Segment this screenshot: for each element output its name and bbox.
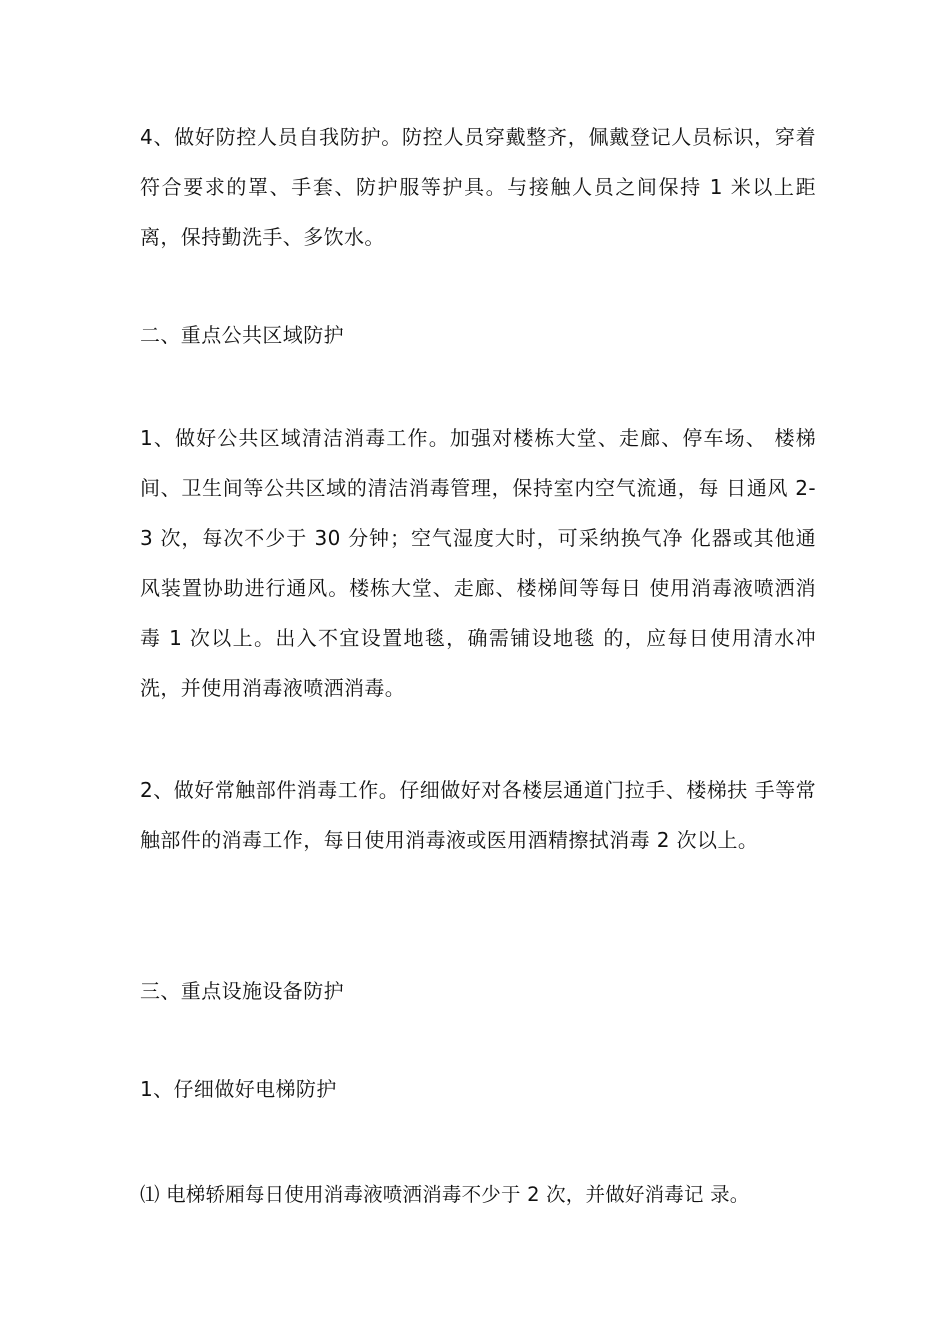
subheading-elevator-protection: 1、仔细做好电梯防护 — [140, 1077, 337, 1101]
paragraph-public-area-cleaning: 1、做好公共区域清洁消毒工作。加强对楼栋大堂、走廊、停车场、 楼梯间、卫生间等公共区域的清洁消毒管理，保持室内空气流通，每 日通风 2-3 次，每次不少于 30 分钟；空气湿度大时，可采纳换气净 化器或其他通风装置协助进行通风。楼栋大堂、走廊、楼梯间等每日 使用消毒液喷洒消毒 1 次以上。出入不宜设置地毯，确需铺设地毯 的，应每日使用清水冲洗，并使用消毒液喷洒消毒。 — [140, 426, 816, 700]
paragraph-touch-parts-disinfection: 2、做好常触部件消毒工作。仔细做好对各楼层通道门拉手、楼梯扶 手等常触部件的消毒工作，每日使用消毒液或医用酒精擦拭消毒 2 次以上。 — [140, 778, 816, 852]
section-heading-facilities: 三、重点设施设备防护 — [140, 979, 344, 1003]
paragraph-staff-protection: 4、做好防控人员自我防护。防控人员穿戴整齐，佩戴登记人员标识，穿着符合要求的罩、手套、防护服等护具。与接触人员之间保持 1 米以上距离，保持勤洗手、多饮水。 — [140, 125, 816, 249]
list-item-elevator-car-disinfection: ⑴ 电梯轿厢每日使用消毒液喷洒消毒不少于 2 次，并做好消毒记 录。 — [140, 1183, 750, 1206]
section-heading-public-areas: 二、重点公共区域防护 — [140, 323, 344, 347]
